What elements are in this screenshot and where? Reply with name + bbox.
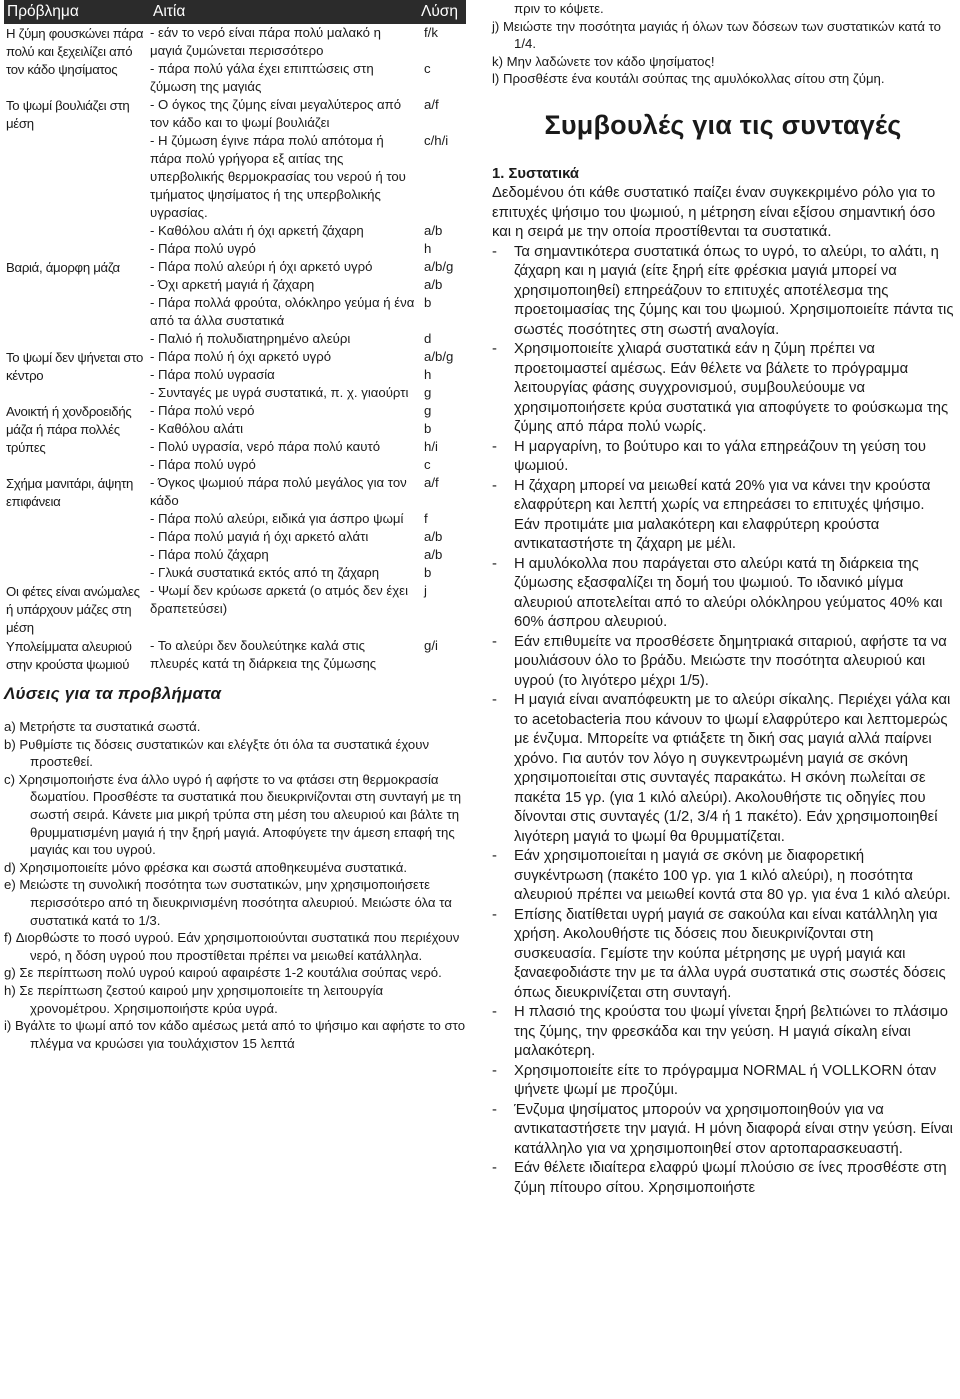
tips-bullet-list [492,243,954,1199]
cause-text: - εάν το νερό είναι πάρα πολύ μαλακό η μαγιά ζυμώνεται περισσότερο [150,25,381,58]
problem-cell: Σχήμα μανιτάρι, άψητη επιφάνεια [6,476,134,509]
cause-text: - Πάρα πολύ υγρό [150,241,256,256]
tip-bullet [492,1101,954,1160]
table-row [4,402,466,474]
solution-code: c/h/i [424,133,449,148]
cause-item [150,60,466,96]
cause-item [150,528,466,546]
tip-bullet [492,340,954,438]
cause-text: - Πάρα πολλά φρούτα, ολόκληρο γεύμα ή ένα από τα άλλα συστατικά [150,295,415,328]
tip-text: Η αμυλόκολλα που παράγεται στο αλεύρι κατά τη διάρκεια της ζύμωσης εξασφαλίζει τη δομή του ψωμιού. Το ιδανικό μίγμα αλευριού αποτελείται από το αλεύρι ολόκληρου γεύματος 40% και 60% άσπρου αλευριού. [514,555,943,631]
cause-text: - Παλιό ή πολυδιατηρημένο αλεύρι [150,331,351,346]
header-solution: Λύση [420,3,458,20]
solution-item: l) Προσθέστε ένα κουτάλι σούπας της αμυλόκολλας σίτου στη ζύμη. [492,71,885,87]
bullet-dash: - [492,1160,497,1177]
table-row [4,582,466,637]
causes-cell [150,582,466,637]
solution-item: g) Σε περίπτωση πολύ υγρού καιρού αφαιρέστε 1-2 κουτάλια σούπας νερό. [4,965,442,981]
tip-bullet [492,691,954,847]
tip-text: Εάν θέλετε ιδιαίτερα ελαφρύ ψωμί πλούσιο σε ίνες προσθέστε στη ζύμη πίτουρο σίτου. Χρησιμοποιήστε [514,1160,947,1196]
tip-bullet [492,243,954,341]
cause-text: - Πάρα πολύ αλεύρι, ειδικά για άσπρο ψωμί [150,511,404,526]
header-cause: Αιτία [153,3,186,20]
problem-cell: Βαριά, άμορφη μάζα [6,260,120,275]
solution-item: k) Μην λαδώνετε τον κάδο ψησίματος! [492,53,715,69]
table-row [4,24,466,96]
solution-code: b [424,421,432,436]
causes-cell [150,637,466,674]
tip-text: Τα σημαντικότερα συστατικά όπως το υγρό, το αλεύρι, το αλάτι, η ζάχαρη και η μαγιά (είτε ξηρή είτε φρέσκια μαγιά μπορεί να χρησιμοποιηθεί) επηρεάζουν το επιτυχές αποτέλεσμα της προετοιμασίας της ζύμης και του ψωμιού. Χρησιμοποιείτε πάντα τις σωστές ποσότητες στη σωστή αναλογία. [514,243,954,338]
bullet-dash: - [492,243,497,260]
solution-code: a/b [424,529,443,544]
solution-item: e) Μειώστε τη συνολική ποσότητα των συστατικών, μην χρησιμοποιήσετε περισσότερο από τη διευκρινισμένη ποσότητα αλευριού. Μειώστε όλα τα συστατικά κατά το 1/3. [4,877,452,928]
right-column [492,0,954,1198]
solutions-title: Λύσεις για τα προβλήματα [4,684,222,703]
cause-text: - Πάρα πολύ μαγιά ή όχι αρκετό αλάτι [150,529,369,544]
solution-code: a/b/g [424,259,454,274]
cause-item [150,564,466,582]
cause-item [150,582,466,618]
solution-code: c [424,61,431,76]
solution-code: b [424,565,432,580]
cause-item [150,222,466,240]
causes-cell [150,258,466,348]
solution-code: h [424,241,432,256]
problem-cell: Οι φέτες είναι ανώμαλες ή υπάρχουν μάζες στη μέση [6,584,140,635]
cause-text: - Πάρα πολύ αλεύρι ή όχι αρκετό υγρό [150,259,373,274]
cause-text: - Ψωμί δεν κρύωσε αρκετά (ο ατμός δεν έχει δραπετεύσει) [150,583,408,616]
solutions-more-list [492,18,954,88]
cause-item [150,456,466,474]
cause-item [150,132,466,222]
table-row [4,258,466,348]
causes-cell [150,402,466,474]
causes-cell [150,474,466,582]
problem-cell: Το ψωμί δεν ψήνεται στο κέντρο [6,350,144,383]
solution-code: g/i [424,638,438,653]
table-row [4,96,466,258]
header-problem: Πρόβλημα [7,3,79,20]
solution-item: i) Βγάλτε το ψωμί από τον κάδο αμέσως μετά από το ψήσιμο και αφήστε το στο πλέγμα να κρυώσει για τουλάχιστον 15 λεπτά [4,1018,466,1051]
cause-text: - Πάρα πολύ ή όχι αρκετό υγρό [150,349,332,364]
cause-text: - Πολύ υγρασία, νερό πάρα πολύ καυτό [150,439,381,454]
bullet-dash: - [492,1004,497,1021]
cause-text: - Πάρα πολύ νερό [150,403,255,418]
tips-body [492,165,954,1199]
table-header [4,0,466,24]
bullet-dash: - [492,848,497,865]
solution-code: a/b [424,547,443,562]
problem-cell: Η ζύμη φουσκώνει πάρα πολύ και ξεχειλίζει από τον κάδο ψησίματος [6,26,144,77]
cause-text: - Η ζύμωση έγινε πάρα πολύ απότομα ή πάρα πολύ γρήγορα εξ αιτίας της υπερβολικής θερμοκρασίας του νερού ή του τμήματος ψησίματος ή της υπερβολικής υγρασίας. [150,133,406,220]
tip-bullet [492,633,954,692]
cause-item [150,366,466,384]
solution-code: h/i [424,439,438,454]
solution-code: j [424,583,427,598]
solution-code: a/f [424,475,439,490]
solution-code: a/f [424,97,439,112]
bullet-dash: - [492,555,497,572]
cause-text: - Γλυκά συστατικά εκτός από τη ζάχαρη [150,565,380,580]
cause-item [150,348,466,366]
tip-bullet [492,477,954,555]
cause-item [150,240,466,258]
tip-bullet [492,438,954,477]
causes-cell [150,96,466,258]
cause-item [150,637,466,673]
solution-code: b [424,295,432,310]
table-row [4,348,466,402]
solution-item: b) Ρυθμίστε τις δόσεις συστατικών και ελέγξτε ότι όλα τα συστατικά έχουν προστεθεί. [4,736,430,770]
solutions-continued [492,0,954,88]
problem-cell: Ανοικτή ή χονδροειδής μάζα ή πάρα πολλές τρύπες [6,404,132,455]
table-row [4,474,466,582]
bullet-dash: - [492,692,497,709]
cause-item [150,384,466,402]
cause-text: - πάρα πολύ γάλα έχει επιπτώσεις στη ζύμωση της μαγιάς [150,61,374,94]
cause-text: - Συνταγές με υγρά συστατικά, π. χ. γιαούρτι [150,385,409,400]
tip-text: Χρησιμοποιείτε χλιαρά συστατικά εάν η ζύμη πρέπει να προετοιμαστεί αμέσως. Εάν θέλετε να βάλετε το πρόγραμμα λειτουργίας φάσης συγχρονισμού, συμβουλεύουμε να χρησιμοποιήσετε κρύα συστατικά για αποφύγετε το φούσκωμα της ζύμης από πάρα πολύ νωρίς. [514,341,949,436]
tip-text: Η ζάχαρη μπορεί να μειωθεί κατά 20% για να κάνει την κρούστα ελαφρύτερη και λεπτή χωρίς να επηρεάσει το επιτυχές ψήσιμο. Εάν προτιμάτε μια μαλακότερη και ελαφρύτερη κρούστα αντικαταστήστε τη ζάχαρη με μέλι. [514,477,931,553]
tips-title: Συμβουλές για τις συνταγές [544,109,902,140]
solution-code: a/b [424,277,443,292]
cause-item [150,24,466,60]
cause-item [150,510,466,528]
solution-code: f/k [424,25,438,40]
cause-text: - Καθόλου αλάτι ή όχι αρκετή ζάχαρη [150,223,364,238]
cause-item [150,330,466,348]
section-heading: 1. Συστατικά [492,165,579,182]
solution-code: h [424,367,432,382]
solution-code: a/b/g [424,349,454,364]
solution-item: f) Διορθώστε το ποσό υγρού. Εάν χρησιμοποιούνται συστατικά που περιέχουν νερό, η δόση υγρού που προστίθεται πρέπει να μειωθεί κατάλληλα. [4,930,460,963]
tip-bullet [492,847,954,906]
causes-cell [150,348,466,402]
tip-text: Εάν χρησιμοποιείται η μαγιά σε σκόνη με διαφορετική συγκέντρωση (πακέτο 100 γρ. για 1 κιλό αλεύρι), η ποσότητα αλευριού πρέπει να μειωθεί κοντά στα 80 γρ. για ένα 1 κιλό αλεύρι. [514,848,951,904]
solution-item: j) Μειώστε την ποσότητα μαγιάς ή όλων των δόσεων των συστατικών κατά το 1/4. [492,18,941,52]
cause-text: - Καθόλου αλάτι [150,421,244,436]
table-row [4,637,466,674]
solution-item: c) Χρησιμοποιήστε ένα άλλο υγρό ή αφήστε το να φτάσει στη θερμοκρασία δωματίου. Προσθέστε τα συστατικά που διευκρινίζονται στη συνταγή με τη σωστή σειρά. Κάνετε μια μικρή τρύπα στη μέση του αλευριού και βάλτε τη θρυμματισμένη μαγιά ή την ξηρή μαγιά. Αποφύγετε την άμεση επαφή της μαγιάς και του υγρού. [4,771,462,858]
cause-item [150,276,466,294]
bullet-dash: - [492,341,497,358]
tip-bullet [492,906,954,1004]
cause-item [150,294,466,330]
tip-bullet [492,1003,954,1062]
causes-cell [150,24,466,96]
bullet-dash: - [492,438,497,455]
cause-text: - Πάρα πολύ ζάχαρη [150,547,269,562]
solution-code: f [424,511,428,526]
tip-bullet [492,555,954,633]
bullet-dash: - [492,906,497,923]
tip-bullet [492,1159,954,1198]
tips-intro: Δεδομένου ότι κάθε συστατικό παίζει έναν συγκεκριμένο ρόλο για το επιτυχές ψήσιμο του ψωμιού, η μέτρηση είναι εξίσου σημαντική όσο και η σειρά με την οποία προστίθενται τα συστατικά. [492,185,936,241]
cause-item [150,438,466,456]
solution-code: g [424,403,432,418]
cause-text: - Το αλεύρι δεν δουλεύτηκε καλά στις πλευρές κατά τη διάρκεια της ζύμωσης [150,638,377,671]
solution-item: h) Σε περίπτωση ζεστού καιρού μην χρησιμοποιείτε τη λειτουργία χρονομέτρου. Χρησιμοποιήστε κρύα υγρά. [4,982,384,1016]
cause-text: - Όχι αρκετή μαγιά ή ζάχαρη [150,277,315,292]
cause-text: - Ο όγκος της ζύμης είναι μεγαλύτερος από τον κάδο και το ψωμί βουλιάζει [150,97,402,130]
cause-item [150,258,466,276]
cause-item [150,420,466,438]
solution-code: d [424,331,432,346]
cause-text: - Πάρα πολύ υγρό [150,457,256,472]
problem-cell: Το ψωμί βουλιάζει στη μέση [6,98,130,131]
bullet-dash: - [492,633,497,650]
cause-item [150,96,466,132]
solution-item: a) Μετρήστε τα συστατικά σωστά. [4,719,201,734]
cause-text: - Πάρα πολύ υγρασία [150,367,275,382]
left-column [4,0,466,1052]
troubleshooting-table [4,24,466,674]
solution-code: a/b [424,223,443,238]
bullet-dash: - [492,1101,497,1118]
tip-text: Η πλασιό της κρούστα του ψωμί γίνεται ξηρή βελτιώνει το πλάσιμο της ζύμης, την φρεσκάδα και την γεύση. Η μαγιά σίκαλη είναι μαλακότερη. [514,1004,949,1060]
solution-continuation: πριν το κόψετε. [514,1,604,16]
cause-item [150,402,466,420]
solution-code: c [424,457,431,472]
cause-text: - Όγκος ψωμιού πάρα πολύ μεγάλος για τον κάδο [150,475,407,508]
bullet-dash: - [492,1062,497,1079]
problem-cell: Υπολείμματα αλευριού στην κρούστα ψωμιού [6,639,132,672]
tip-text: Χρησιμοποιείτε είτε το πρόγραμμα NORMAL ή VOLLKORN όταν ψήνετε ψωμί με προζύμι. [514,1062,937,1099]
solution-item: d) Χρησιμοποιείτε μόνο φρέσκα και σωστά αποθηκευμένα συστατικά. [4,859,408,875]
tip-text: Η μαργαρίνη, το βούτυρο και το γάλα επηρεάζουν τη γεύση του ψωμιού. [514,438,926,475]
bullet-dash: - [492,477,497,494]
cause-item [150,546,466,564]
tip-text: Η μαγιά είναι αναπόφευκτη με το αλεύρι σίκαλης. Περιέχει γάλα και το acetobacteria που κάνουν το ψωμί ελαφρύτερο και λεπτομερώς με ένζυμα. Μπορείτε να φτιάξετε τη δική σας μαγιά αλλά παίρνει χρόνο. Για αυτόν τον λόγο η συγκεντρωμένη μαγιά σε σκόνη χρησιμοποιείται στις συνταγές παρακάτω. Η σκόνη πωλείται σε πακέτα 15 γρ. (για 1 κιλό αλεύρι). Ακολουθήστε τις οδηγίες που δίνονται στις συνταγές (1/2, 3/4 ή 1 πακέτο). Εάν χρησιμοποιηθεί λιγότερη μαγιά το ψωμί θα θρυμματίζεται. [514,692,951,845]
tip-text: Εάν επιθυμείτε να προσθέσετε δημητριακά σιταριού, αφήστε τα να μουλιάσουν όλο το βράδυ. Μειώστε την ποσότητα αλευριού και υγρού (το λιγότερο μέχρι 1/5). [514,633,947,689]
cause-item [150,474,466,510]
solution-code: g [424,385,432,400]
tip-bullet [492,1062,954,1101]
solutions-list [4,718,466,1052]
tip-text: Επίσης διατίθεται υγρή μαγιά σε σακούλα και είναι κατάλληλη για χρήση. Ακολουθήστε τις δόσεις που διευκρινίζονται στη συσκευασία. Γεμίστε την κούπα μέτρησης με υγρή μαγιά και ξαναεφοδιάστε την με τα άλλα υγρά συστατικά στις σωστές δόσεις όπως διευκρινίζεται στη συνταγή. [514,906,946,1001]
tip-text: Ένζυμα ψησίματος μπορούν να χρησιμοποιηθούν για να αντικαταστήσετε την μαγιά. Η μόνη διαφορά είναι στην γεύση. Είναι κατάλληλο για να χρησιμοποιηθεί στον αρτοπαρασκευαστή. [514,1101,953,1157]
